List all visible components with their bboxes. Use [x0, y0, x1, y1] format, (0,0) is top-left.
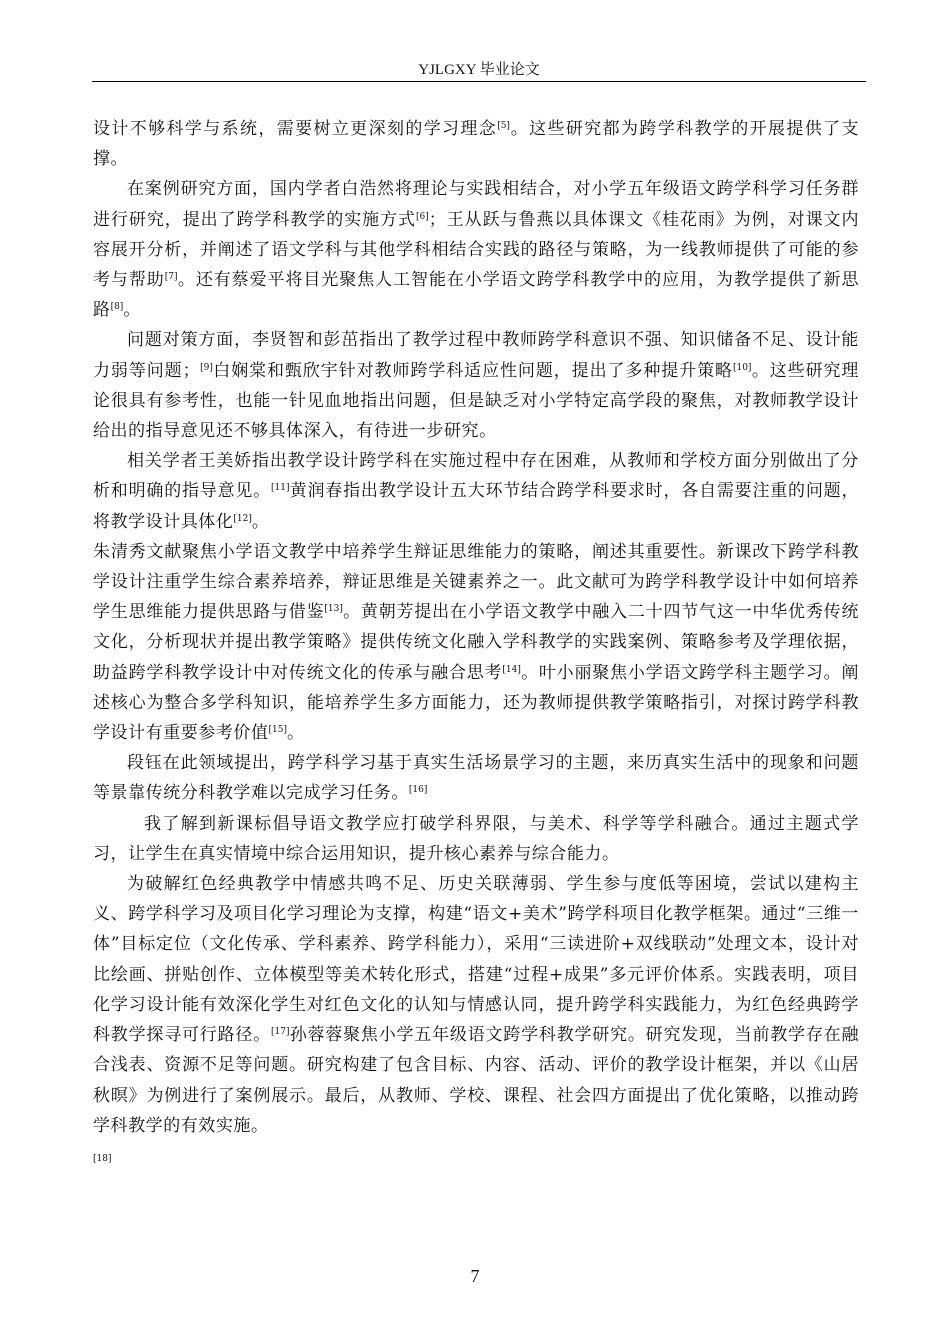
paragraph-text: 在案例研究方面，国内学者白浩然将理论与实践相结合，对小学五年级语文跨学科学习任务群进行研究，提出了跨学科教学的实施方式 [93, 179, 859, 230]
citation-marker: [6] [416, 211, 429, 222]
paragraph [93, 446, 859, 537]
paragraph-text: 。 [286, 723, 305, 744]
header-rule [92, 81, 866, 82]
paragraph-text: 朱清秀文献聚焦小学语文教学中培养学生辩证思维能力的策略，阐述其重要性。新课改下跨学科教学设计注重学生综合素养培养，辩证思维是关键素养之一。此文献可为跨学科教学设计中如何培养学生思维能力提供思路与借鉴 [93, 541, 859, 623]
citation-marker: [16] [408, 785, 428, 796]
citation-marker: [5] [497, 121, 510, 131]
citation-marker: [10] [732, 362, 752, 373]
paragraph [93, 325, 859, 446]
paragraph-text: 设计不够科学与系统，需要树立更深刻的学习理念 [93, 119, 498, 139]
paragraph-text: 。叶小丽聚焦小学语文跨学科主题学习。阐述核心为整合多学科知识，能培养学生多方面能力，还为教师提供教学策略指引，对探讨跨学科教学设计有重要参考价值 [93, 662, 860, 744]
paragraph-text: 。这些研究都为跨学科教学的开展提供了支撑。 [93, 119, 859, 170]
paragraph [93, 869, 859, 1171]
citation-marker: [7] [164, 272, 178, 283]
paragraph-text: 段钰在此领域提出，跨学科学习基于真实生活场景学习的主题，来历真实生活中的现象和问题等景靠传统分科教学难以完成学习任务。 [93, 753, 859, 804]
citation-marker: [18] [93, 1153, 112, 1164]
paragraph-text: 。这些研究理论很具有参考性，也能一针见血地指出问题，但是缺乏对小学特定高学段的聚焦，对教师教学设计给出的指导意见还不够具体深入，有待进一步研究。 [93, 360, 859, 442]
paragraph-text: 黄润春指出教学设计五大环节结合跨学科要求时，各自需要注重的问题，将教学设计具体化 [93, 481, 859, 532]
paragraph [93, 537, 859, 748]
paragraph-text: 。还有蔡爱平将目光聚焦人工智能在小学语文跨学科教学中的应用，为教学提供了新思路 [93, 270, 860, 321]
citation-marker: [11] [270, 483, 290, 494]
citation-marker: [17] [270, 1027, 290, 1038]
paragraph [93, 174, 859, 325]
paragraph-text: 。 [123, 300, 141, 321]
page-header: YJLGXY 毕业论文 [418, 62, 540, 78]
citation-marker: [13] [324, 604, 343, 615]
citation-marker: [9] [200, 362, 213, 373]
paragraph-text: ；王从跃与鲁燕以具体课文《桂花雨》为例，对课文内容展开分析，并阐述了语文学科与其他学科相结合实践的路径与策略，为一线教师提供了可能的参考与帮助 [93, 209, 860, 291]
paragraph-text: 相关学者王美娇指出教学设计跨学科在实施过程中存在困难，从教师和学校方面分别做出了分析和明确的指导意见。 [93, 451, 859, 502]
paragraph [93, 114, 859, 174]
document-body [93, 114, 859, 1171]
paragraph-text: 为破解红色经典教学中情感共鸣不足、历史关联薄弱、学生参与度低等困境，尝试以建构主义、跨学科学习及项目化学习理论为支撑，构建“语文+美术”跨学科项目化教学框架。通过“三维一体”目标定位（文化传承、学科素养、跨学科能力），采用“三读进阶+双线联动”处理文本，设计对比绘画、拼贴创作、立体模型等美术转化形式，搭建“过程+成果”多元评价体系。实践表明，项目化学习设计能有效深化学生对红色文化的认知与情感认同，提升跨学科实践能力，为红色经典跨学科教学探寻可行路径。 [93, 874, 859, 1046]
paragraph-text: 孙蓉蓉聚焦小学五年级语文跨学科教学研究。研究发现，当前教学存在融合浅表、资源不足等问题。研究构建了包含目标、内容、活动、评价的教学设计框架，并以《山居秋暝》为例进行了案例展示。最后，从教师、学校、课程、社会四方面提出了优化策略，以推动跨学科教学的有效实施。 [93, 1025, 859, 1136]
citation-marker: [15] [268, 725, 287, 736]
paragraph [93, 748, 859, 808]
paragraph-text: 。黄朝芳提出在小学语文教学中融入二十四节气这一中华优秀传统文化，分析现状并提出教学策略》提供传统文化融入学科教学的实践案例、策略参考及学理依据，助益跨学科教学设计中对传统文化的传承与融合思考 [93, 602, 859, 683]
paragraph-text: 我了解到新课标倡导语文教学应打破学科界限，与美术、科学等学科融合。通过主题式学习，让学生在真实情境中综合运用知识，提升核心素养与综合能力。 [93, 813, 859, 864]
paragraph [93, 809, 859, 869]
paragraph-text: 问题对策方面，李贤智和彭茁指出了教学过程中教师跨学科意识不强、知识储备不足、设计能力弱等问题； [93, 330, 859, 381]
citation-marker: [14] [502, 664, 521, 675]
citation-marker: [12] [233, 513, 252, 524]
page-number: 7 [470, 1266, 480, 1286]
paragraph-text: 。 [251, 511, 270, 532]
paragraph-text: 白娴棠和甄欣宇针对教师跨学科适应性问题，提出了多种提升策略 [212, 360, 733, 381]
citation-marker: [8] [110, 302, 124, 313]
